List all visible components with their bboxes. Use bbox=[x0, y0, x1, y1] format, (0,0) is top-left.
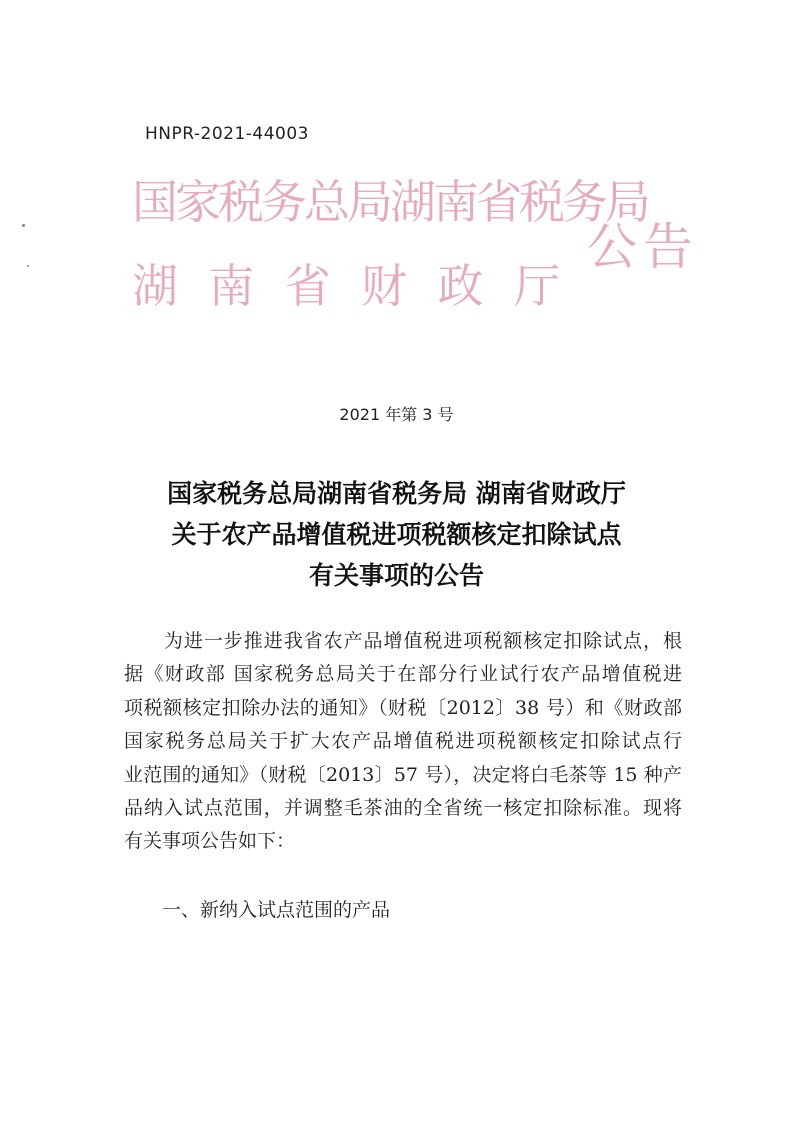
body-line: 有关事项公告如下： bbox=[124, 830, 296, 853]
title-line: 关于农产品增值税进项税额核定扣除试点 bbox=[171, 520, 622, 549]
body-paragraph bbox=[124, 625, 682, 859]
issuer-char: 厅 bbox=[513, 259, 560, 313]
body-line: 国家税务总局关于扩大农产品增值税进项税额核定扣除试点行 bbox=[124, 730, 682, 753]
document-code: HNPR-2021-44003 bbox=[145, 124, 309, 144]
issuer-tax-bureau: 国家税务总局湖南省税务局 bbox=[132, 175, 648, 229]
issuer-char: 财 bbox=[361, 259, 408, 313]
issuer-char: 南 bbox=[208, 259, 255, 313]
scan-artifact bbox=[27, 265, 29, 267]
issuer-char: 湖 bbox=[132, 259, 178, 313]
title-line: 有关事项的公告 bbox=[308, 561, 484, 590]
body-line: 为进一步推进我省农产品增值税进项税额核定扣除试点，根 bbox=[124, 630, 682, 652]
document-number: 2021 年第 3 号 bbox=[339, 405, 454, 424]
body-line: 业范围的通知》（财税〔2013〕57 号），决定将白毛茶等 15 种产 bbox=[124, 763, 682, 786]
body-line: 据《财政部 国家税务总局关于在部分行业试行农产品增值税进 bbox=[124, 663, 682, 686]
section-heading: 一、新纳入试点范围的产品 bbox=[162, 899, 391, 921]
document-title bbox=[60, 473, 733, 596]
body-line: 项税额核定扣除办法的通知》（财税〔2012〕38 号）和《财政部 bbox=[124, 696, 682, 719]
scan-artifact bbox=[22, 224, 25, 227]
issuer-char: 省 bbox=[284, 259, 331, 313]
body-line: 品纳入试点范围，并调整毛茶油的全省统一核定扣除标准。现将 bbox=[124, 797, 682, 820]
title-line: 国家税务总局湖南省税务局 湖南省财政厅 bbox=[167, 479, 626, 508]
announcement-label: 公告 bbox=[587, 218, 699, 276]
issuer-char: 政 bbox=[437, 259, 484, 313]
issuer-finance-department bbox=[132, 258, 560, 314]
